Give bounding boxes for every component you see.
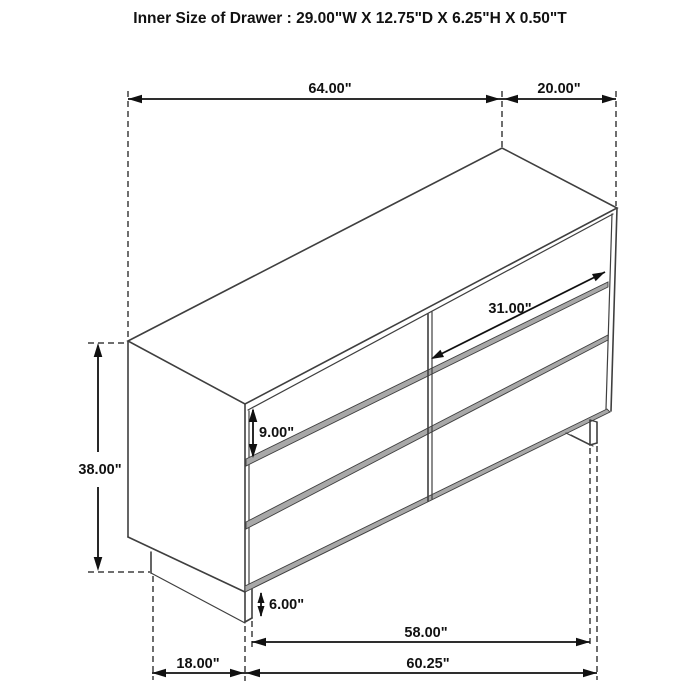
front-left-leg: [245, 589, 252, 622]
dim-label-base-width: 60.25": [406, 656, 450, 672]
dim-label-drawer-face-height: 9.00": [259, 425, 295, 441]
dim-label-overall-height: 38.00": [78, 462, 122, 478]
dim-label-side-depth: 18.00": [176, 656, 220, 672]
dresser-outline: [128, 148, 617, 623]
page-title: Inner Size of Drawer : 29.00"W X 12.75"D X 6.25"H X 0.50"T: [133, 10, 567, 27]
extension-lines-dashed: [88, 91, 616, 681]
dim-label-drawer-width: 31.00": [488, 301, 532, 317]
dim-label-leg-height: 6.00": [269, 597, 305, 613]
dimension-lines: [98, 99, 616, 673]
dresser-top-surface: [128, 148, 617, 404]
dim-label-overall-width: 64.00": [308, 81, 352, 97]
dim-label-overall-depth: 20.00": [537, 81, 581, 97]
dim-label-leg-span-inner: 58.00": [404, 625, 448, 641]
dimension-labels: [78, 81, 580, 672]
arrowheads: [94, 95, 616, 678]
